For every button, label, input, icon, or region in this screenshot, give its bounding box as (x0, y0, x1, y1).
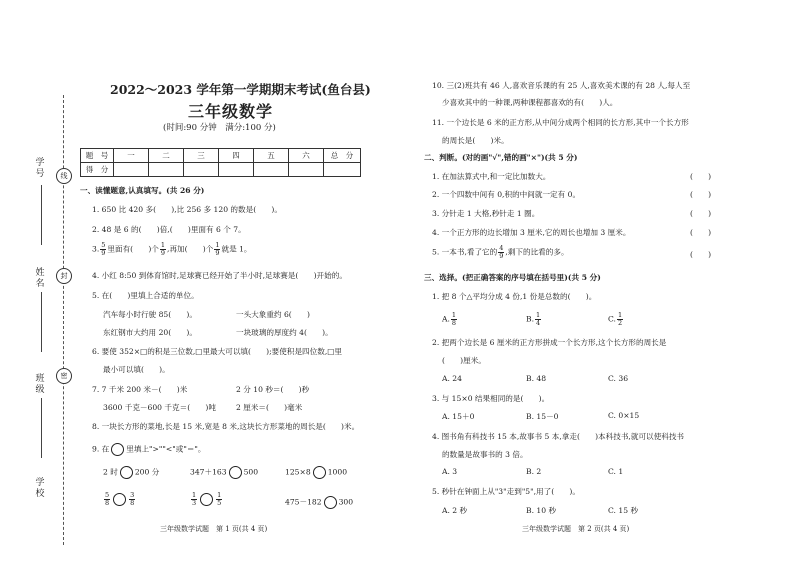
name-label: 姓名 (35, 268, 45, 289)
q9-row1-c: 125×8 1000 (285, 466, 347, 479)
q9-row2-a: $\frac{5}{8}$ $\frac{3}{8}$ (105, 491, 135, 507)
choice-1-a[interactable]: A. $\frac{1}{8}$ (442, 311, 457, 327)
compare-circle-icon[interactable] (120, 466, 133, 479)
seal-mark-seal: 封 (56, 268, 72, 284)
choice-5-a[interactable]: A. 2 秒 (442, 506, 468, 515)
judge-1-answer[interactable]: ( ) (690, 172, 712, 181)
choice-3: 3. 与 15×0 结果相同的是( )。 (432, 394, 550, 403)
question-7d: 2 厘米＝( )毫米 (236, 403, 303, 412)
question-7a: 7. 7 千米 200 米－( )米 (92, 385, 188, 394)
footer-left: 三年级数学试题 第 1 页(共 4 页) (160, 525, 268, 533)
question-10b: 少喜欢其中的一种课,两种课程都喜欢的有( )人。 (442, 98, 618, 107)
fraction: $\frac{1}{9}$ (160, 241, 166, 257)
choice-4-b[interactable]: B. 2 (526, 467, 542, 476)
score-cell[interactable] (219, 163, 254, 177)
score-header-cell: 二 (149, 149, 184, 163)
judge-3: 3. 分针走 1 大格,秒针走 1 圈。 (432, 209, 540, 218)
q9-row2-c: 475－182 300 (285, 496, 353, 509)
compare-circle-icon (111, 443, 124, 456)
judge-5: 5. 一本书,看了它的 $\frac{4}{9}$ ,剩下的比看的多。 (432, 244, 569, 260)
question-7c: 3600 千克－600 千克＝( )吨 (103, 403, 216, 412)
question-9 (92, 443, 206, 456)
judge-3-answer[interactable]: ( ) (690, 209, 712, 218)
question-5d: 一块玻璃的厚度约 4( )。 (236, 328, 333, 337)
binding-dashed-line (63, 95, 64, 545)
question-8: 8. 一块长方形的菜地,长是 15 米,宽是 8 米,这块长方形菜地的周长是( )米。 (92, 422, 360, 431)
choice-4b: 的数量是故事书的 3 倍。 (442, 450, 528, 459)
question-11a: 11. 一个边长是 6 米的正方形,从中间分成两个相同的长方形,其中一个长方形 (432, 118, 689, 127)
choice-2-c[interactable]: C. 36 (608, 374, 629, 383)
choice-3-a[interactable]: A. 15＋0 (442, 412, 475, 421)
score-header-cell: 四 (219, 149, 254, 163)
choice-5-c[interactable]: C. 15 秒 (608, 506, 639, 515)
choice-1: 1. 把 8 个△平均分成 4 份,1 份是总数的( )。 (432, 292, 597, 301)
compare-circle-icon[interactable] (229, 466, 242, 479)
question-5c: 东红钢市大约用 20( )。 (103, 328, 197, 337)
choice-3-b[interactable]: B. 15－0 (526, 412, 559, 421)
section-2-heading: 二、判断。(对的画"√",错的画"×")(共 5 分) (424, 153, 578, 162)
judge-4: 4. 一个正方形的边长增加 3 厘米,它的周长也增加 3 厘米。 (432, 228, 631, 237)
name-line (41, 292, 42, 352)
score-cell[interactable] (254, 163, 289, 177)
section-1-heading: 一、读懂题意,认真填写。(共 26 分) (80, 186, 205, 195)
score-table (80, 148, 361, 177)
school-label: 学校 (35, 478, 45, 499)
choice-3-c[interactable]: C. 0×15 (608, 411, 640, 420)
judge-5-answer[interactable]: ( ) (690, 250, 712, 259)
question-1: 1. 650 比 420 多( ),比 256 多 120 的数是( )。 (92, 205, 282, 214)
fraction: $\frac{1}{9}$ (215, 241, 220, 257)
compare-circle-icon[interactable] (324, 496, 337, 509)
choice-2-b[interactable]: B. 48 (526, 374, 547, 383)
seal-mark-secret: 密 (56, 368, 72, 384)
q9-row2-b: $\frac{1}{3}$ $\frac{1}{5}$ (192, 491, 222, 507)
fraction: $\frac{5}{9}$ (101, 241, 106, 257)
exam-title: 2022～2023 学年第一学期期末考试(鱼台县) (110, 82, 371, 97)
choice-5: 5. 秒针在钟面上从"3"走到"5",用了( )。 (432, 487, 580, 496)
choice-4-a[interactable]: A. 3 (442, 467, 458, 476)
choice-2-a[interactable]: A. 24 (442, 374, 462, 383)
choice-5-b[interactable]: B. 10 秒 (526, 506, 557, 515)
student-id-line (41, 185, 42, 245)
judge-4-answer[interactable]: ( ) (690, 228, 712, 237)
q9-text: 9. 在 (92, 444, 110, 454)
question-6a: 6. 要使 352×□的积是三位数,□里最大可以填( );要使积是四位数,□里 (92, 347, 343, 356)
score-header-cell: 一 (114, 149, 149, 163)
q3-num: 3. (92, 244, 100, 254)
compare-circle-icon[interactable] (313, 466, 326, 479)
judge-1: 1. 在加法算式中,和一定比加数大。 (432, 172, 551, 181)
seal-mark-line: 线 (56, 168, 72, 184)
score-header-cell: 三 (184, 149, 219, 163)
score-cell[interactable] (114, 163, 149, 177)
question-6b: 最小可以填( )。 (103, 365, 170, 374)
compare-circle-icon[interactable] (113, 493, 126, 506)
score-header-cell: 六 (289, 149, 324, 163)
score-cell[interactable] (149, 163, 184, 177)
student-id-label: 学号 (35, 158, 45, 179)
choice-4a: 4. 图书角有科技书 15 本,故事书 5 本,拿走( )本科技书,就可以使科技书 (432, 432, 685, 441)
question-3 (92, 242, 252, 257)
class-label: 班级 (35, 374, 45, 395)
footer-right: 三年级数学试题 第 2 页(共 4 页) (522, 525, 630, 533)
question-7b: 2 分 10 秒＝( )秒 (236, 385, 310, 394)
score-header-cell: 总 分 (324, 149, 361, 163)
q9-row1-a: 2 时 200 分 (103, 466, 159, 479)
judge-2-answer[interactable]: ( ) (690, 190, 712, 199)
choice-2a: 2. 把两个边长是 6 厘米的正方形拼成一个长方形,这个长方形的周长是 (432, 338, 667, 347)
q3-text: 就是 1。 (221, 244, 252, 254)
question-5b: 一头大象重约 6( ) (236, 310, 310, 319)
time-info: (时间:90 分钟 满分:100 分) (163, 123, 276, 133)
choice-1-b[interactable]: B. $\frac{1}{4}$ (526, 311, 541, 327)
judge-2: 2. 一个四数中间有 0,积的中间就一定有 0。 (432, 190, 581, 199)
question-5: 5. 在( )里填上合适的单位。 (92, 291, 199, 300)
question-11b: 的周长是( )米。 (442, 136, 509, 145)
class-line (41, 398, 42, 458)
q9-text: 里填上">""<"或"＝"。 (126, 444, 206, 454)
score-cell[interactable] (289, 163, 324, 177)
q9-row1-b: 347＋163 500 (190, 466, 258, 479)
q3-text: 里面有( )个 (107, 244, 159, 254)
score-cell[interactable] (324, 163, 361, 177)
section-3-heading: 三、选择。(把正确答案的序号填在括号里)(共 5 分) (424, 273, 601, 282)
choice-4-c[interactable]: C. 1 (608, 467, 624, 476)
score-header-cell: 题 号 (81, 149, 114, 163)
choice-2b: ( )厘米。 (442, 356, 486, 365)
score-cell[interactable] (184, 163, 219, 177)
question-4: 4. 小红 8:50 到体育馆时,足球赛已经开始了半小时,足球赛是( )开始的。 (92, 271, 347, 280)
compare-circle-icon[interactable] (200, 493, 213, 506)
subject-title: 三年级数学 (188, 102, 274, 121)
q3-text: ,再加( )个 (167, 244, 214, 254)
score-header-cell: 五 (254, 149, 289, 163)
choice-1-c[interactable]: C. $\frac{1}{2}$ (608, 311, 623, 327)
score-row-label: 得 分 (81, 163, 114, 177)
question-10a: 10. 三(2)班共有 46 人,喜欢音乐课的有 25 人,喜欢美术课的有 28 人,每人至 (432, 81, 691, 90)
question-2: 2. 48 是 6 的( )倍,( )里面有 6 个 7。 (92, 225, 246, 234)
question-5a: 汽车每小时行驶 85( )。 (103, 310, 197, 319)
